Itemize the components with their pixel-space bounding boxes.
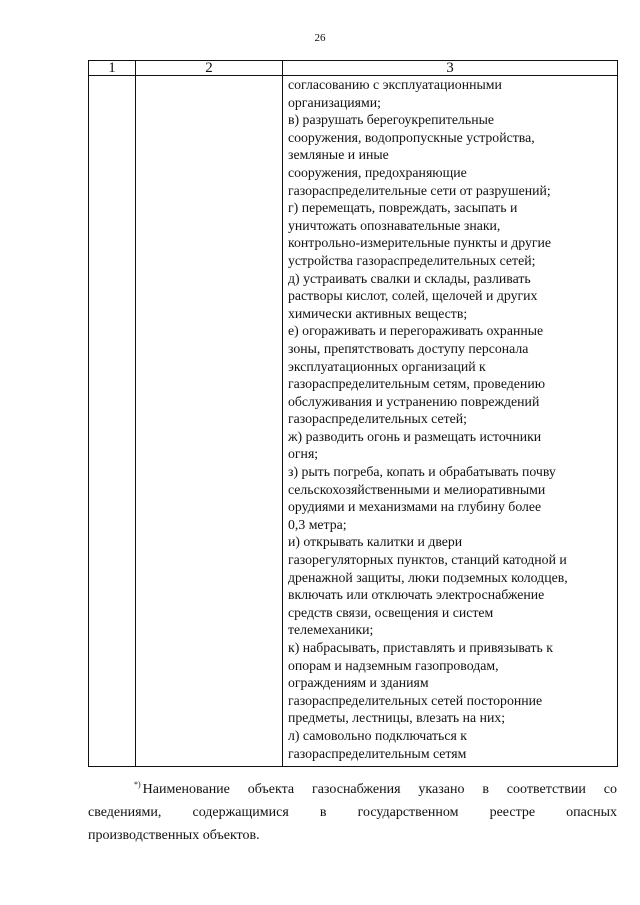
table-cell-col3: [283, 76, 618, 767]
column-header-3: 3: [283, 61, 618, 76]
restriction-line: эксплуатационных организаций к: [288, 358, 486, 374]
column-header-1: 1: [89, 61, 136, 76]
restriction-line: средств связи, освещения и систем: [288, 604, 494, 620]
table-row: [89, 76, 618, 767]
restriction-line: предметы, лестницы, влезать на них;: [288, 710, 506, 726]
restriction-line: и) открывать калитки и двери: [288, 534, 463, 550]
footnote-line-3: производственных объектов.: [88, 828, 260, 843]
restriction-line: огня;: [288, 446, 319, 462]
column-header-2: 2: [136, 61, 283, 76]
restriction-line: организациями;: [288, 94, 381, 110]
restriction-line: сооружения, водопропускные устройства,: [288, 129, 535, 145]
restriction-line: уничтожать опознавательные знаки,: [288, 217, 501, 233]
restriction-line: дренажной защиты, люки подземных колодцев,: [288, 569, 568, 585]
restriction-line: сооружения, предохраняющие: [288, 164, 467, 180]
restriction-line: орудиями и механизмами на глубину более: [288, 499, 542, 515]
restriction-line: телемеханики;: [288, 622, 374, 638]
restriction-line: з) рыть погреба, копать и обрабатывать почву: [288, 464, 556, 480]
restriction-line: газораспределительных сетей;: [288, 411, 467, 427]
restriction-line: газораспределительных сетей посторонние: [288, 692, 543, 708]
restriction-line: земляные и иные: [288, 147, 389, 163]
restriction-line: включать или отключать электроснабжение: [288, 587, 545, 603]
restriction-line: сельскохозяйственными и мелиоративными: [288, 481, 546, 497]
restriction-line: химически активных веществ;: [288, 305, 468, 321]
restriction-line: зоны, препятствовать доступу персонала: [288, 340, 529, 356]
table-cell-col1: [89, 76, 136, 767]
restriction-line: растворы кислот, солей, щелочей и других: [288, 288, 538, 304]
restriction-line: ограждениям и зданиям: [288, 675, 429, 691]
restriction-line: л) самовольно подключаться к: [288, 727, 467, 743]
restriction-line: к) набрасывать, приставлять и привязывать к: [288, 640, 553, 655]
restriction-line: опорам и надземным газопроводам,: [288, 657, 499, 673]
restriction-line: газорегуляторных пунктов, станций катодной и: [288, 552, 567, 568]
table-cell-col2: [136, 76, 283, 767]
footnote-marker: *): [134, 780, 141, 789]
footnote: [88, 773, 617, 847]
regulation-table: [88, 60, 618, 767]
restriction-line: ж) разводить огонь и размещать источники: [288, 428, 542, 444]
restriction-line: обслуживания и устранению повреждений: [288, 393, 540, 409]
restriction-line: контрольно-измерительные пункты и другие: [288, 235, 552, 251]
footnote-text-1: Наименование объекта газоснабжения указано в соответствии со: [142, 782, 617, 797]
restriction-line: д) устраивать свалки и склады, разливать: [288, 270, 531, 286]
footnote-line-2: сведениями, содержащимися в государственном реестре опасных: [88, 805, 617, 820]
restriction-line: 0,3 метра;: [288, 516, 347, 532]
restriction-line: газораспределительным сетям, проведению: [288, 376, 546, 392]
restriction-line: г) перемещать, повреждать, засыпать и: [288, 200, 518, 216]
restriction-line: согласованию с эксплуатационными: [288, 77, 502, 92]
restriction-line: газораспределительным сетям: [288, 745, 467, 761]
table-header-row: [89, 61, 618, 76]
restriction-line: в) разрушать берегоукрепительные: [288, 112, 494, 128]
restriction-line: устройства газораспределительных сетей;: [288, 252, 536, 268]
footnote-line-1: [88, 773, 617, 801]
restriction-line: е) огораживать и перегораживать охранные: [288, 323, 544, 339]
page-number: 26: [314, 32, 326, 44]
restriction-line: газораспределительные сети от разрушений;: [288, 182, 551, 198]
restrictions-text: [283, 76, 617, 762]
